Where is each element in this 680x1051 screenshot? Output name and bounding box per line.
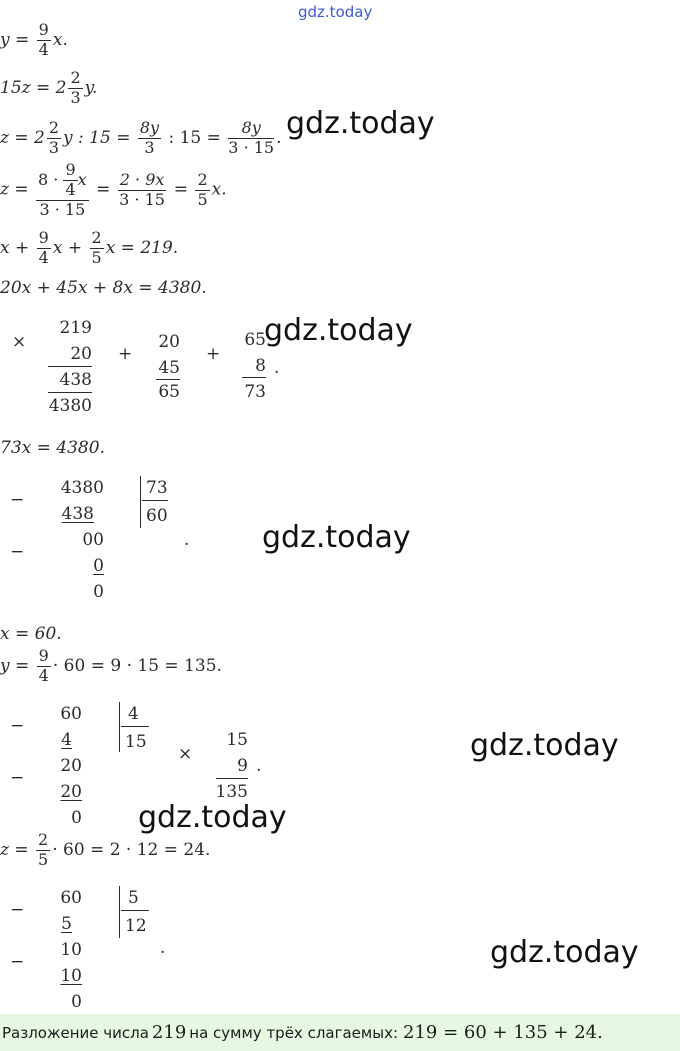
watermark: gdz.today <box>264 313 413 348</box>
divisor: 4 <box>128 704 139 724</box>
remainder: 20 <box>60 756 82 776</box>
mult-operand: 219 <box>59 318 92 338</box>
equation-line: y = $\frac{9}{4}$ · 60 = 9 · 15 = 135. <box>0 646 222 685</box>
times-sign: × <box>178 744 193 764</box>
answer-number: 219 <box>151 1022 187 1043</box>
plus-sign: + <box>206 344 221 364</box>
minus-sign: − <box>10 542 25 562</box>
period: . <box>184 530 190 550</box>
plus-sign: + <box>118 344 133 364</box>
answer-text: Разложение числа <box>2 1023 149 1042</box>
dividend: 4380 <box>60 478 104 498</box>
remainder: 0 <box>93 582 104 602</box>
period: . <box>274 358 280 378</box>
watermark-top: gdz.today <box>298 3 373 21</box>
subtrahend: 10 <box>60 966 82 986</box>
equation-line: x = 60. <box>0 624 62 644</box>
subtrahend: 5 <box>61 914 72 934</box>
quotient: 12 <box>125 916 147 936</box>
dividend: 60 <box>60 704 82 724</box>
mult-operand: 20 <box>70 344 92 364</box>
equation-line: x + $\frac{9}{4}$ x + $\frac{2}{5}$ x = 219. <box>0 228 179 267</box>
minus-sign: − <box>10 952 25 972</box>
mult-operand: 9 <box>237 756 248 776</box>
watermark: gdz.today <box>490 935 639 970</box>
equation-line: 15z = 2 $\frac{2}{3}$ y. <box>0 68 98 107</box>
watermark: gdz.today <box>470 728 619 763</box>
product-result: 4380 <box>48 396 92 416</box>
watermark: gdz.today <box>286 106 435 141</box>
minus-sign: − <box>10 490 25 510</box>
answer-bar <box>0 1014 680 1051</box>
answer-equation: 219 = 60 + 135 + 24. <box>403 1022 603 1043</box>
equation-line: y = $\frac{9}{4}$ x. <box>0 20 68 59</box>
equation-line: z = 2 $\frac{2}{3}$ y : 15 = $\frac{8y}{3}$ : 15 = $\frac{8y}{3 \cdot 15}$ . <box>0 118 282 157</box>
period: . <box>256 756 262 776</box>
watermark: gdz.today <box>262 520 411 555</box>
mult-operand: 15 <box>226 730 248 750</box>
dividend: 60 <box>60 888 82 908</box>
remainder: 0 <box>71 992 82 1012</box>
quotient: 60 <box>146 506 168 526</box>
product-result: 135 <box>215 782 248 802</box>
minus-sign: − <box>10 716 25 736</box>
period: . <box>160 938 166 958</box>
addend: 45 <box>158 358 180 378</box>
subtrahend: 20 <box>60 782 82 802</box>
times-sign: × <box>12 332 27 352</box>
sum-result: 65 <box>158 382 180 402</box>
subtrahend: 438 <box>61 504 94 524</box>
remainder: 00 <box>82 530 104 550</box>
subtrahend: 4 <box>61 730 72 750</box>
subtrahend: 0 <box>93 556 104 576</box>
watermark: gdz.today <box>138 800 287 835</box>
equation-line: 73x = 4380. <box>0 438 105 458</box>
minus-sign: − <box>10 900 25 920</box>
sum-result: 73 <box>244 382 266 402</box>
addend: 8 <box>255 356 266 376</box>
addend: 20 <box>158 332 180 352</box>
answer-text: на сумму трёх слагаемых: <box>189 1023 398 1042</box>
equation-line: z = $\frac{2}{5}$ · 60 = 2 · 12 = 24. <box>0 830 211 869</box>
remainder: 0 <box>71 808 82 828</box>
equation-line: z = 8 · $\frac{9}{4}$ x 3 · 15 = $\frac{2 \cdot 9x}{3 \cdot 15}$ = $\frac{2}{5}$ x. <box>0 160 227 219</box>
partial-product: 438 <box>59 370 92 390</box>
equation-line: 20x + 45x + 8x = 4380. <box>0 278 207 298</box>
divisor: 5 <box>128 888 139 908</box>
divisor: 73 <box>146 478 168 498</box>
remainder: 10 <box>60 940 82 960</box>
minus-sign: − <box>10 768 25 788</box>
quotient: 15 <box>125 732 147 752</box>
addend: 65 <box>244 330 266 350</box>
